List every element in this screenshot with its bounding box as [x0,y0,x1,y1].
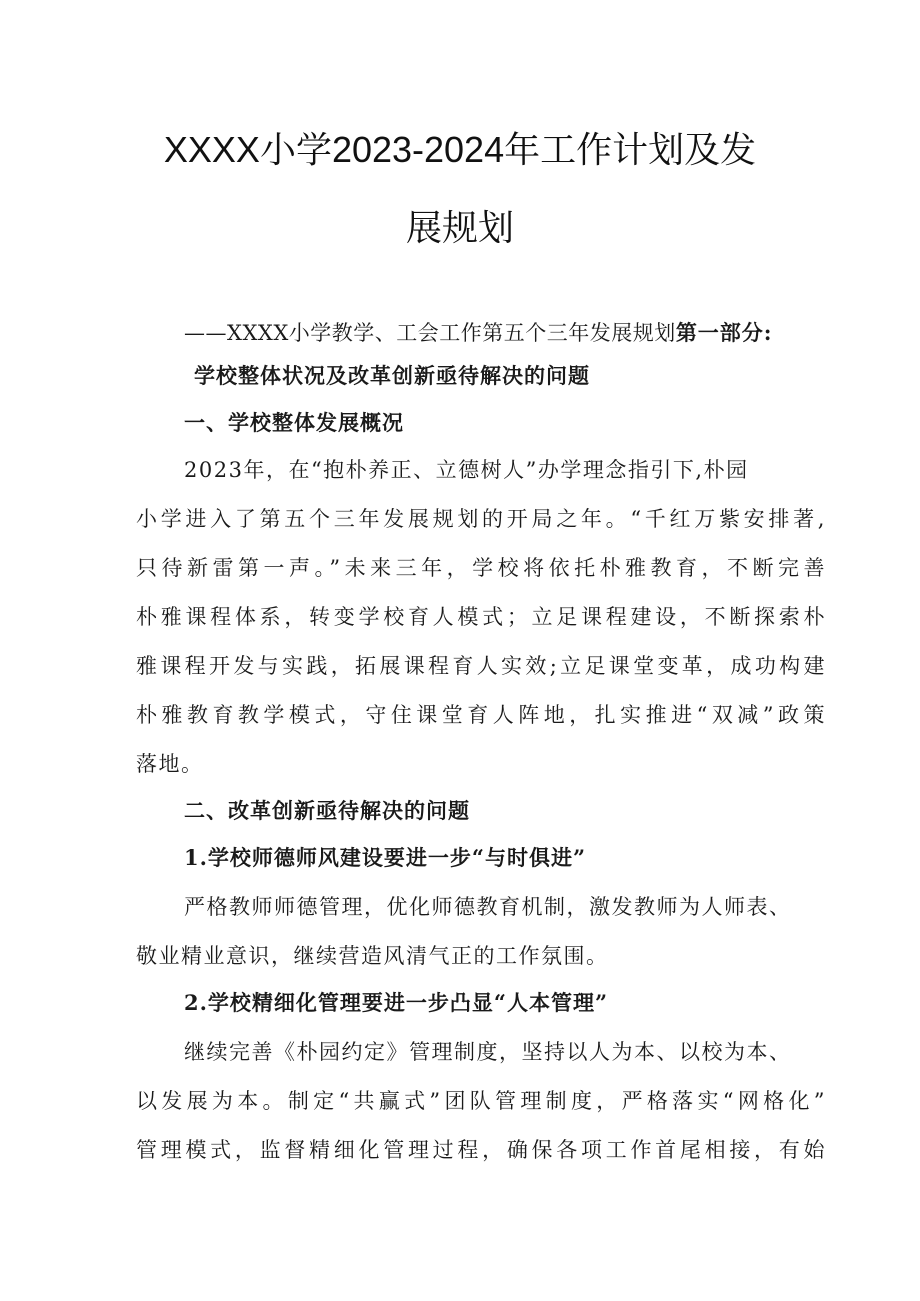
subtitle-line [184,318,874,348]
paragraph-line: 小学进入了第五个三年发展规划的开局之年。“千红万紫安排著, [136,507,826,531]
part-1-heading: 学校整体状况及改革创新亟待解决的问题 [194,363,590,388]
item-1-heading: 1.学校师德师风建设要进一步“与时俱进” [184,845,587,870]
paragraph-line: 雅课程开发与实践，拓展课程育人实效;立足课堂变革，成功构建 [136,654,826,678]
item-2-heading: 2.学校精细化管理要进一步凸显“人本管理” [184,990,609,1015]
paragraph-line: 只待新雷第一声。”未来三年，学校将依托朴雅教育，不断完善 [136,556,826,580]
paragraph-line: 2023年，在“抱朴养正、立德树人”办学理念指引下,朴园 [184,458,749,482]
paragraph-line: 继续完善《朴园约定》管理制度，坚持以人为本、以校为本、 [184,1040,792,1064]
subtitle-text: ——XXXX小学教学、工会工作第五个三年发展规划 [184,321,676,345]
section-2-heading: 二、改革创新亟待解决的问题 [184,798,470,823]
section-1-heading: 一、学校整体发展概况 [184,410,404,435]
paragraph-line: 朴雅课程体系，转变学校育人模式；立足课程建设，不断探索朴 [136,605,826,629]
part-label: 第一部分: [675,320,773,345]
paragraph-line: 严格教师师德管理，优化师德教育机制，激发教师为人师表、 [184,895,792,919]
paragraph-line: 以发展为本。制定“共赢式”团队管理制度，严格落实“网格化” [136,1089,826,1113]
document-title-line-2: 展规划 [405,207,514,248]
paragraph-line: 朴雅教育教学模式，守住课堂育人阵地，扎实推进“双减”政策 [136,703,826,727]
document-title-line-1: XXXX小学2023-2024年工作计划及发 [163,129,757,170]
paragraph-line: 敬业精业意识，继续营造风清气正的工作氛围。 [136,944,609,968]
paragraph-line: 落地。 [136,752,204,776]
paragraph-line: 管理模式，监督精细化管理过程，确保各项工作首尾相接，有始 [136,1138,826,1162]
